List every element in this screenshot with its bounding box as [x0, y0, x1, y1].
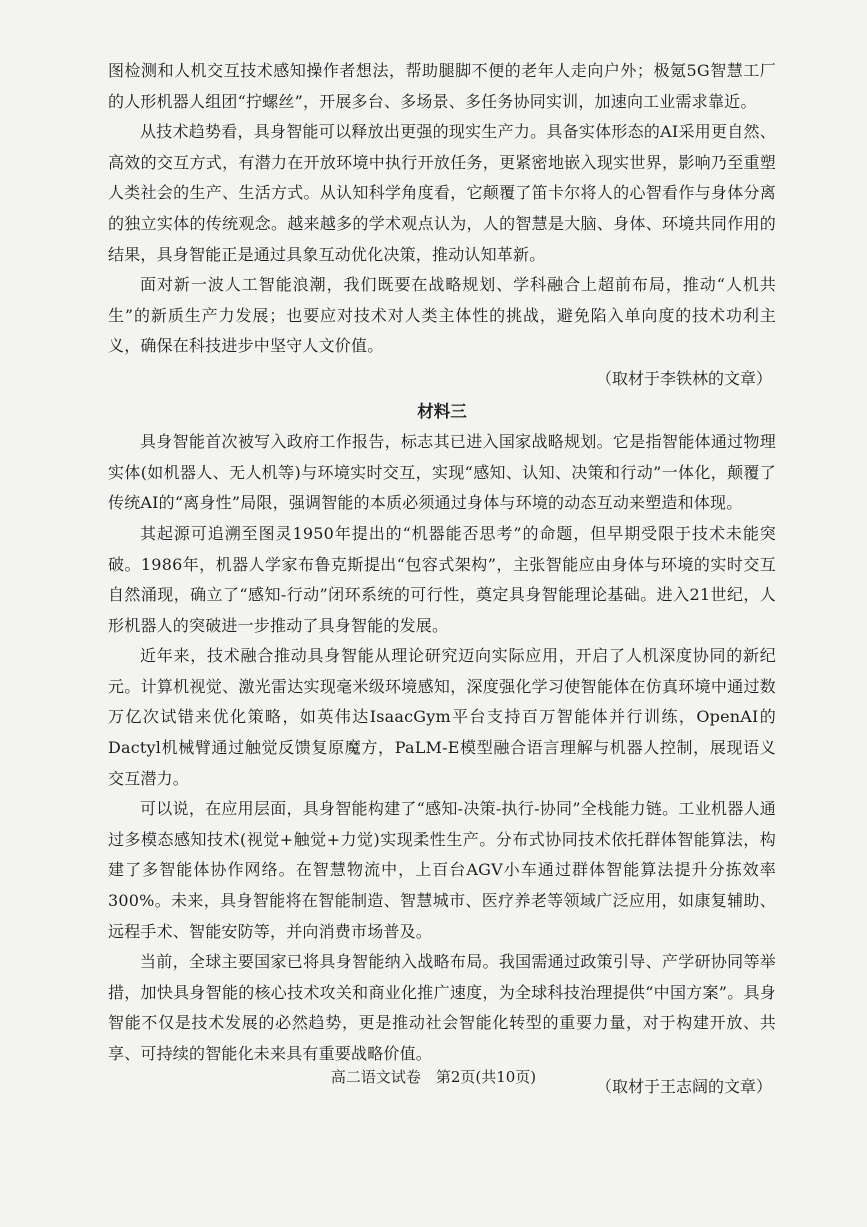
material3-paragraph: 可以说，在应用层面，具身智能构建了“感知-决策-执行-协同”全栈能力链。工业机器人通过多模态感知技术(视觉+触觉+力觉)实现柔性生产。分布式协同技术依托群体智能算法，构建了多智能体协作网络。在智慧物流中，上百台AGV小车通过群体智能算法提升分拣效率300%。未来，具身智能将在智能制造、智慧城市、医疗养老等领域广泛应用，如康复辅助、远程手术、智能安防等，并向消费市场普及。 — [108, 799, 776, 941]
page-footer: 高二语文试卷 第2页(共10页) — [330, 1068, 537, 1086]
material3-paragraph: 近年来，技术融合推动具身智能从理论研究迈向实际应用，开启了人机深度协同的新纪元。计算机视觉、激光雷达实现毫米级环境感知，深度强化学习使智能体在仿真环境中通过数万亿次试错来优化策略，如英伟达IsaacGym平台支持百万智能体并行训练，OpenAI的Dactyl机械臂通过触觉反馈复原魔方，PaLM-E模型融合语言理解与机器人控制，展现语义交互潜力。 — [108, 646, 776, 788]
material3-paragraph: 当前，全球主要国家已将具身智能纳入战略布局。我国需通过政策引导、产学研协同等举措，加快具身智能的核心技术攻关和商业化推广速度，为全球科技治理提供“中国方案”。具身智能不仅是技术发展的必然趋势，更是推动社会智能化转型的重要力量，对于构建开放、共享、可持续的智能化未来具有重要战略价值。 — [108, 952, 776, 1063]
material2-paragraph: 图检测和人机交互技术感知操作者想法，帮助腿脚不便的老年人走向户外；极氪5G智慧工厂的人形机器人组团“拧螺丝”，开展多台、多场景、多任务协同实训，加速向工业需求靠近。 — [108, 61, 776, 111]
material3-paragraph: 具身智能首次被写入政府工作报告，标志其已进入国家战略规划。它是指智能体通过物理实体(如机器人、无人机等)与环境实时交互，实现“感知、认知、决策和行动”一体化，颠覆了传统AI的“离身性”局限，强调智能的本质必须通过身体与环境的动态互动来塑造和体现。 — [108, 432, 776, 513]
exam-page — [108, 56, 776, 1102]
material2-paragraph: 面对新一波人工智能浪潮，我们既要在战略规划、学科融合上超前布局，推动“人机共生”的新质生产力发展；也要应对技术对人类主体性的挑战，避免陷入单向度的技术功利主义，确保在科技进步中坚守人文价值。 — [108, 275, 776, 356]
material3-source: （取材于王志阔的文章） — [595, 1076, 772, 1096]
material3-title: 材料三 — [417, 401, 467, 421]
material3-paragraph: 其起源可追溯至图灵1950年提出的“机器能否思考”的命题，但早期受限于技术未能突破。1986年，机器人学家布鲁克斯提出“包容式架构”，主张智能应由身体与环境的实时交互自然涌现，确立了“感知-行动”闭环系统的可行性，奠定具身智能理论基础。进入21世纪，人形机器人的突破进一步推动了具身智能的发展。 — [108, 523, 776, 635]
material2-paragraph: 从技术趋势看，具身智能可以释放出更强的现实生产力。具备实体形态的AI采用更自然、高效的交互方式，有潜力在开放环境中执行开放任务，更紧密地嵌入现实世界，影响乃至重塑人类社会的生产、生活方式。从认知科学角度看，它颠覆了笛卡尔将人的心智看作与身体分离的独立实体的传统观念。越来越多的学术观点认为，人的智慧是大脑、身体、环境共同作用的结果，具身智能正是通过具象互动优化决策，推动认知革新。 — [108, 122, 776, 264]
material2-source: （取材于李铁林的文章） — [595, 368, 772, 388]
